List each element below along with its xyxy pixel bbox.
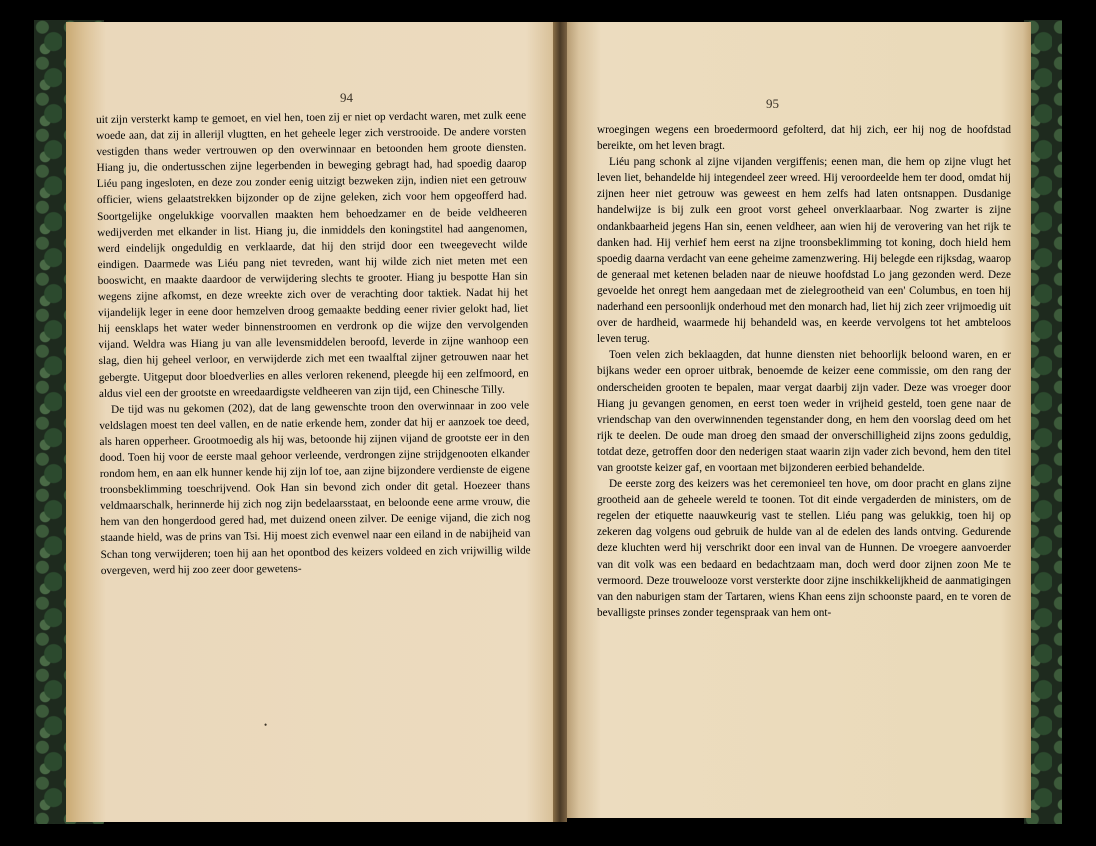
page-number-left: 94 xyxy=(340,90,353,105)
right-paragraph: wroegingen wegens een broedermoord gefolterd, dat hij zich, eer hij nog de hoofdstad bereikte, om het leven bragt. xyxy=(597,124,1011,153)
right-page-text xyxy=(597,122,1011,621)
right-paragraph: Toen velen zich beklaagden, dat hunne diensten niet behoorlijk beloond waren, en er bijkans weder een oproer uitbrak, benoemde de keizer eene commissie, om den rang der onderscheiden grooten te bepalen, maar vergat daarbij zijn vader. Deze was vroeger door Hiang ju gevangen genomen, en eerst toen weder in vrijheid gesteld, toen gene naar de vriendschap van den overwinnenden tegenstander dong, en hem den voorslag deed om het rijk te deelen. De oude man droeg den smaad der onverschilligheid zijns zoons geduldig, totdat deze, getroffen door den nederigen staat waarin zijn vader zich bevond, hem den titel van grootste keizer gaf, en voortaan met bijzonderen eerbied behandelde. xyxy=(597,349,1011,474)
right-paragraph: De eerste zorg des keizers was het ceremonieel ten hove, om door pracht en glans zijne grootheid aan de geheele wereld te toonen. Tot dit einde vergaderden de ministers, om de regelen der etiquette naauwkeurig vast te stellen. Liéu pang was gelukkig, toen hij op zekeren dag volgens oud gebruik de hulde van al de edelen des lands ontving. Gedurende deze kluchten werd hij verschrikt door een inval van de Hunnen. De vroegere aanvoerder van dit volk was een bedaard en bedachtzaam man, doch werd door zijnen zoon Me te vermoord. Deze trouwelooze vorst versterkte door zijne inschikkelijkheid de aanmatigingen van den naburigen stam der Tartaren, wiens Khan eens zijn schoonste paard, en te voren de bevalligste prinses zonder tegenspraak van hem ont- xyxy=(597,478,1011,619)
book-gutter xyxy=(553,22,567,822)
margin-mark: • xyxy=(264,720,268,730)
left-paragraph: uit zijn versterkt kamp te gemoet, en viel hen, toen zij er niet op verdacht waren, met zulk eene woede aan, dat zij in allerijl vlugtten, en het geheele leger zich verstrooide. De andere vorsten vestigden thans weder vertrouwen op den overwinnaar en betoonden hem groote diensten. Hiang ju, die ondertusschen zijne legerbenden in beweging gebragt had, had spoedig daarop Liéu pang ingesloten, en deze zou zonder eenig uitzigt bezweken zijn, indien niet een getrouw officier, wiens gelaatstrekken bijzonder op de zijne geleken, zich voor hem opgeofferd had. Soortgelijke ongelukkige voorvallen maakten hem behoedzamer en de beide veldheeren wedijverden met elkander in list. Hiang ju, die inmiddels den koningstitel had aangenomen, werd eindelijk ongeduldig en verklaarde, dat hij den strijd door een tweegevecht wilde eindigen. Daarmede was Liéu pang niet tevreden, want hij wilde zich niet meten met een booswicht, en maakte daardoor de verwijdering slechts te grooter. Hiang ju bespotte Han sin wegens zijne afkomst, en deze wreekte zich over de verachting door taktiek. Nadat hij het vijandelijk leger in eene door hemzelven droog gemaakte bedding eener rivier gelokt had, liet hij eensklaps het water weder binnenstroomen en verdronk op die wijze den vervolgenden vijand. Weldra was Hiang ju van alle levensmiddelen beroofd, leverde in zijne wanhoop een slag, dien hij geheel verloor, en verwijderde zich met een twaalftal zijner getrouwen naar het gebergte. Uitgeput door bloedverlies en alles verloren rekenend, pleegde hij een zelfmoord, en aldus viel een der grootste en wreedaardigste veldheeren van zijn tijd, een Chinesche Tilly. xyxy=(96,109,529,400)
right-paragraph: Liéu pang schonk al zijne vijanden vergiffenis; eenen man, die hem op zijne vlugt het leven liet, behandelde hij integendeel zeer wreed. Hij veroordeelde hem ter dood, omdat hij zijnen heer niet getrouw was geweest en hem zelfs had laten ontsnappen. Dusdanige handelwijze is bij zulk een groot vorst geheel onverklaarbaar. Nog zwarter is zijne ondankbaarheid jegens Han sin, eenen veldheer, aan wien hij de verovering van het rijk te danken had. Hij verhief hem eerst na zijne troonsbeklimming tot koning, doch hield hem spoedig daarna verdacht van eene geheime zamenzwering. Hij belegde een rijksdag, waarop de generaal met ketenen beladen naar de nieuwe hoofdstad Lo jang gezonden werd. Deze gevoelde het onregt hem aangedaan met de zielegrootheid van een' Columbus, en toen hij naderhand een persoonlijk onderhoud met den monarch had, liet hij zich zeer vrijmoedig uit over de hardheid, waarmede hij behandeld was, en keerde vervolgens tot het ambteloos leven terug. xyxy=(597,156,1011,346)
left-page-text xyxy=(96,107,531,578)
page-number-right: 95 xyxy=(766,96,779,111)
left-paragraph: De tijd was nu gekomen (202), dat de lang gewenschte troon den overwinnaar in zoo vele veldslagen moest ten deel vallen, en de natie erkende hem, zonder dat hij er aanzoek toe deed, als haren opperheer. Grootmoedig als hij was, betoonde hij zijnen vijand de grootste eer in den dood. Toen hij voor de eerste maal gehoor verleende, verdrongen zijne strijdgenooten elkander rondom hem, en aan elk hunner kende hij zijn lof toe, aan zijne bijzondere verdienste de eigene troonsbeklimming toeschrijvend. Ook Han sin bevond zich onder dit getal. Hoezeer thans veldmaarschalk, herinnerde hij zich nog zijn bedelaarsstaat, en beloonde eene arme vrouw, die hem van den hongerdood gered had, met duizend oneen zilver. De eenige vijand, die zich nog staande hield, was de prins van Tsi. Hij moest zich evenwel naar een eiland in de nabijheid van Schan tong verwijderen; toen hij aan het opontbod des keizers voldeed en zich vrijwillig wilde overgeven, werd hij zoo zeer door gewetens- xyxy=(99,399,531,577)
